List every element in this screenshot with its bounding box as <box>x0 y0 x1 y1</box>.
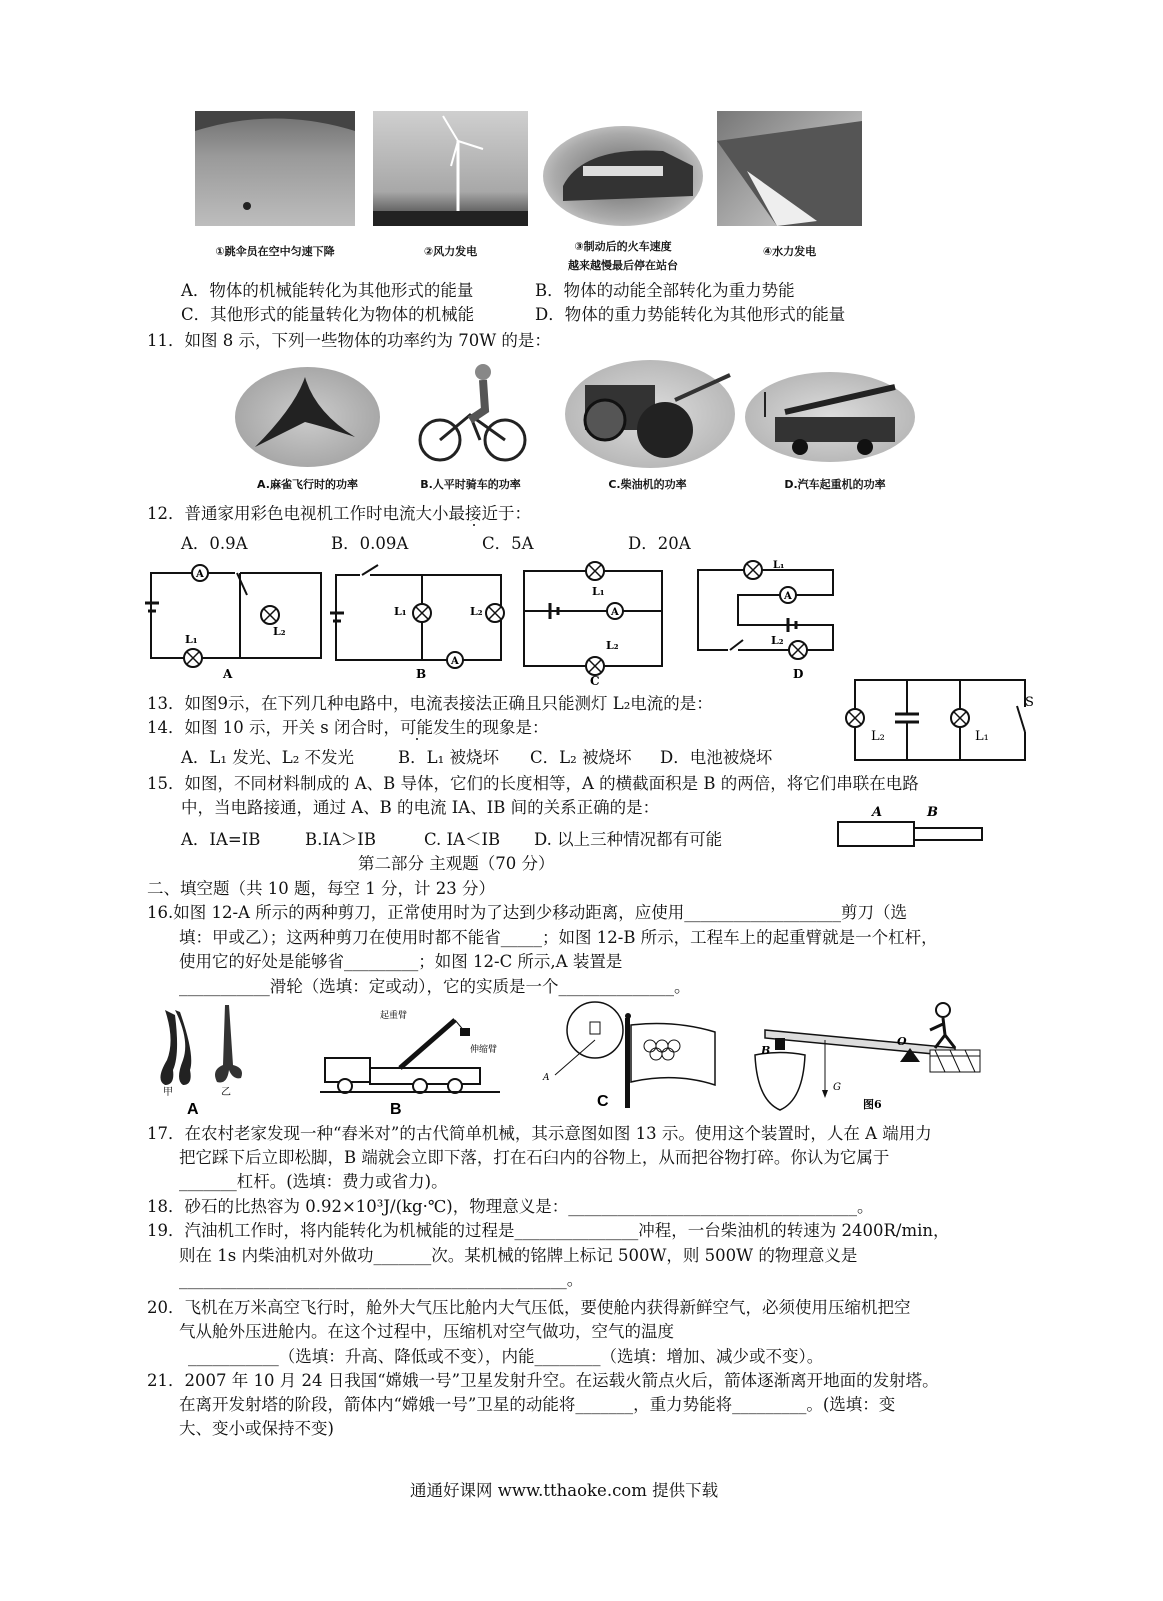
q12-text-pre: 12．普通家用彩色电视机工作时电流大小 <box>147 504 449 523</box>
q19-line2: 则在 1s 内柴油机对外做功_______次。某机械的铭牌上标记 500W，则 500W 的物理意义是 <box>179 1246 858 1265</box>
q11-caption-c: C.柴油机的功率 <box>608 478 687 491</box>
svg-text:A: A <box>784 591 792 602</box>
fig12a-scissors <box>145 1000 255 1120</box>
svg-text:A: A <box>611 607 619 618</box>
q20-line2: 气从舱外压进舱内。在这个过程中，压缩机对空气做功，空气的温度 <box>179 1322 674 1341</box>
q15-option-c: C. IA＜IB <box>424 830 501 849</box>
wind-turbine-sketch <box>373 111 528 226</box>
fig10-circuit <box>845 672 1035 772</box>
q10-option-a: A．物体的机械能转化为其他形式的能量 <box>181 281 474 300</box>
q11-caption-b: B.人平时骑车的功率 <box>420 478 521 491</box>
fig12b-shensuobi: 伸缩臂 <box>470 1045 498 1055</box>
fig12a-yi: 乙 <box>221 1087 231 1098</box>
q15-option-a: A．IA=IB <box>181 830 261 849</box>
q15-option-b: B.IA＞IB <box>305 830 376 849</box>
q12-text-dotted: 最接近 <box>448 504 498 523</box>
bicycle-sketch <box>415 360 530 465</box>
q11-caption-a: A.麻雀飞行时的功率 <box>257 478 358 491</box>
photo-caption-1: ①跳伞员在空中匀速下降 <box>215 245 335 258</box>
section2-heading: 二、填空题（共 10 题，每空 1 分，计 23 分） <box>147 879 495 898</box>
photo-wind-turbine <box>373 111 528 226</box>
footer-text: 通通好课网 www.tthaoke.com 提供下载 <box>410 1481 719 1500</box>
circuit-a <box>145 563 325 683</box>
fig12a-jia: 甲 <box>163 1087 173 1098</box>
circuit-b-label: B <box>416 667 427 681</box>
svg-text:A: A <box>196 569 204 580</box>
q12-option-d: D．20A <box>628 534 691 553</box>
q19-line3: _______________________________________________。 <box>179 1270 584 1289</box>
q21-line1: 21．2007 年 10 月 24 日我国“嫦娥一号”卫星发射升空。在运载火箭点火后，箭体逐渐离开地面的发射塔。 <box>147 1371 939 1390</box>
q12-option-b: B．0.09A <box>331 534 409 553</box>
q10-option-c: C．其他形式的能量转化为物体的机械能 <box>181 305 475 324</box>
train-sketch <box>543 126 703 226</box>
circuit-d-label: D <box>793 667 804 681</box>
fig12b-crane-truck <box>320 1000 505 1120</box>
fig10-l2: L₂ <box>871 729 885 744</box>
circuit-a-label: A <box>223 667 233 681</box>
parachutist-sketch <box>195 111 355 226</box>
q15-line1: 15．如图，不同材料制成的 A、B 导体，它们的长度相等，A 的横截面积是 B 的两倍，将它们串联在电路 <box>147 774 919 793</box>
photo-caption-4: ④水力发电 <box>762 245 817 258</box>
q20-line1: 20．飞机在万米高空飞行时，舱外大气压比舱内大气压低，要使舱内获得新鲜空气，必须使用压缩机把空 <box>147 1298 911 1317</box>
q16-line4: ___________滑轮（选填：定或动），它的实质是一个______________。 <box>179 977 691 996</box>
q17-line1: 17．在农村老家发现一种“舂米对”的古代简单机械，其示意图如图 13 示。使用这个装置时，人在 A 端用力 <box>147 1124 932 1143</box>
fig12a-label: A <box>187 1101 199 1118</box>
circuit-c <box>520 563 670 688</box>
circuit-a-l2: L₂ <box>273 625 286 638</box>
q11-text: 11．如图 8 示，下列一些物体的功率约为 70W 的是： <box>147 331 551 350</box>
q15-option-d: D. 以上三种情况都有可能 <box>534 830 723 849</box>
q11-image-crane-truck <box>745 372 915 462</box>
q20-line3: ___________（选填：升高、降低或不变），内能________（选填：增加、减少或不变）。 <box>188 1347 824 1366</box>
q14-option-a: A．L₁ 发光、L₂ 不发光 <box>181 748 355 767</box>
fig12b-qizhongbi: 起重臂 <box>380 1011 408 1021</box>
fig13-rice-pounder <box>745 1000 985 1120</box>
circuit-c-l2: L₂ <box>606 639 619 652</box>
fig13-b: B <box>761 1044 771 1057</box>
circuit-a-l1: L₁ <box>185 633 198 646</box>
q16-line2: 填：甲或乙）；这两种剪刀在使用时都不能省_____；如图 12-B 所示，工程车上的起重臂就是一个杠杆， <box>179 928 938 947</box>
circuit-d <box>693 560 843 685</box>
tractor-sketch <box>565 360 735 468</box>
fig13-g: G <box>833 1082 841 1093</box>
q11-image-tractor <box>565 360 735 468</box>
circuit-b-l2: L₂ <box>470 605 483 618</box>
circuit-b <box>330 563 510 683</box>
q11-image-bicycle <box>415 360 530 465</box>
photo-hydropower <box>717 111 862 226</box>
circuit-d-l1: L₁ <box>773 560 785 571</box>
q18-text: 18．砂石的比热容为 0.92×10³J/(kg·℃)，物理意义是：___________________________________。 <box>147 1197 874 1216</box>
fig13-label: 图6 <box>863 1098 882 1111</box>
dam-sketch <box>717 111 862 226</box>
q14-option-c: C．L₂ 被烧坏 <box>530 748 632 767</box>
fig10-s: S <box>1025 695 1034 710</box>
photo-caption-3b: 越来越慢最后停在站台 <box>568 259 678 272</box>
q12-option-c: C．5A <box>482 534 534 553</box>
q12-text <box>147 503 531 525</box>
q16-line3: 使用它的好处是能够省_________；如图 12-C 所示,A 装置是 <box>179 952 623 971</box>
q17-line3: _______杠杆。(选填：费力或省力)。 <box>179 1172 448 1191</box>
q15-line2: 中，当电路接通，通过 A、B 的电流 IA、IB 间的关系正确的是： <box>181 798 660 817</box>
q14-text-pre: 14．如图 10 示，开关 s 闭合时， <box>147 718 400 737</box>
q21-line3: 大、变小或保持不变) <box>179 1419 334 1438</box>
fig-conductor-b: B <box>927 805 938 820</box>
svg-text:A: A <box>451 656 459 667</box>
q10-option-b: B．物体的动能全部转化为重力势能 <box>535 281 795 300</box>
fig10-l1: L₁ <box>975 729 989 744</box>
q11-image-sparrow <box>235 367 380 467</box>
photo-caption-3a: ③制动后的火车速度 <box>574 240 672 253</box>
fig12c-flag-pulley <box>535 1010 725 1120</box>
part2-heading: 第二部分 主观题（70 分） <box>358 854 555 873</box>
photo-caption-2: ②风力发电 <box>423 245 478 258</box>
q13-text: 13．如图9示，在下列几种电路中，电流表接法正确且只能测灯 L₂电流的是： <box>147 694 713 713</box>
q11-caption-d: D.汽车起重机的功率 <box>784 478 886 491</box>
circuit-c-l1: L₁ <box>592 585 605 598</box>
photo-train <box>543 126 703 226</box>
q17-line2: 把它踩下后立即松脚，B 端就会立即下落，打在石臼内的谷物上，从而把谷物打碎。你认为它属于 <box>179 1148 890 1167</box>
fig12c-a: A <box>543 1073 550 1083</box>
q12-text-post: 于： <box>498 504 531 523</box>
q21-line2: 在离开发射塔的阶段，箭体内“嫦娥一号”卫星的动能将_______，重力势能将_________。(选填：变 <box>179 1395 896 1414</box>
circuit-b-l1: L₁ <box>394 605 407 618</box>
q14-text-post: 发生的现象是： <box>432 718 549 737</box>
fig-conductor-a: A <box>872 805 883 820</box>
circuit-d-l2: L₂ <box>771 634 784 647</box>
fig12b-label: B <box>390 1101 402 1118</box>
fig12c-label: C <box>597 1093 609 1110</box>
q14-text <box>147 717 548 739</box>
q10-option-d: D．物体的重力势能转化为其他形式的能量 <box>535 305 846 324</box>
circuit-c-label: C <box>590 674 600 688</box>
q12-option-a: A．0.9A <box>181 534 248 553</box>
q14-option-d: D．电池被烧坏 <box>660 748 773 767</box>
q14-text-dotted: 可能 <box>399 718 433 737</box>
q14-option-b: B．L₁ 被烧坏 <box>398 748 499 767</box>
q16-line1: 16.如图 12-A 所示的两种剪刀，正常使用时为了达到少移动距离，应使用___________________剪刀（选 <box>147 903 907 922</box>
sparrow-sketch <box>235 367 380 467</box>
crane-truck-sketch <box>745 372 915 462</box>
fig-conductors <box>830 800 990 850</box>
fig13-o: O <box>897 1035 907 1048</box>
q19-line1: 19．汽油机工作时，将内能转化为机械能的过程是_______________冲程，一台柴油机的转速为 2400R/min， <box>147 1221 950 1240</box>
photo-parachutist <box>195 111 355 226</box>
